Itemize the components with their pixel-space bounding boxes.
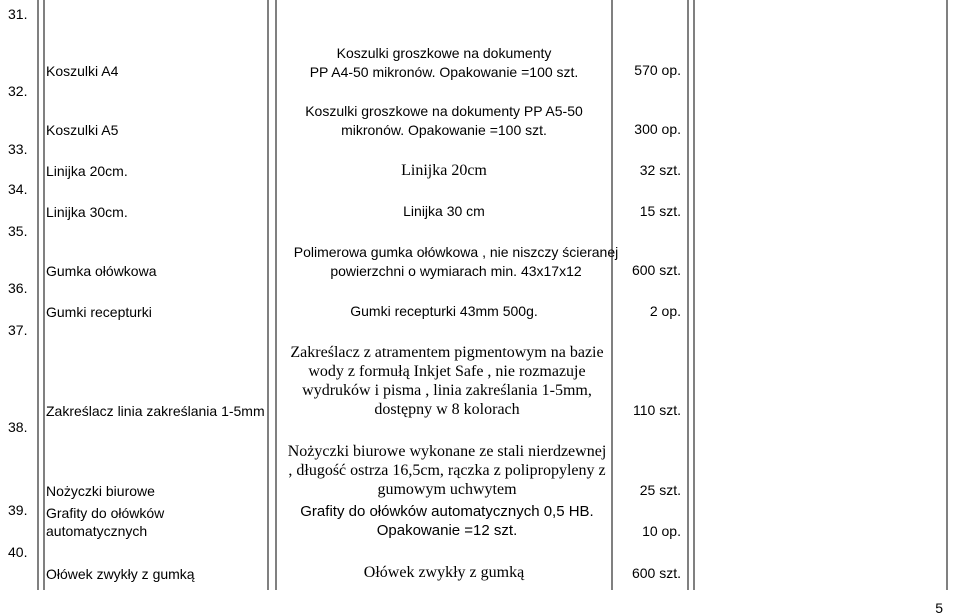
row-number: 38. — [8, 419, 28, 435]
item-quantity: 600 szt. — [631, 565, 681, 581]
item-quantity: 570 op. — [634, 62, 681, 78]
item-description: Grafity do ołówków automatycznych 0,5 HB. Opakowanie =12 szt. — [300, 503, 594, 539]
item-description: Linijka 20cm — [401, 162, 487, 179]
item-name: Linijka 30cm. — [46, 204, 128, 220]
item-name: Koszulki A5 — [46, 122, 119, 138]
item-description: Gumki recepturki 43mm 500g. — [350, 303, 538, 319]
item-description: Koszulki groszkowe na dokumenty PP A4-50 mikronów. Opakowanie =100 szt. — [309, 45, 579, 80]
row-number: 31. — [8, 6, 28, 22]
item-description: Polimerowa gumka ołówkowa , nie niszczy ścieranej powierzchni o wymiarach min. 43x17x12 — [293, 244, 619, 279]
item-quantity: 300 op. — [634, 121, 681, 137]
row-number: 35. — [8, 223, 28, 239]
page-number: 5 — [935, 600, 943, 616]
item-quantity: 25 szt. — [639, 482, 681, 498]
row-number: 32. — [8, 83, 28, 99]
item-quantity: 15 szt. — [639, 203, 681, 219]
item-name: Gumki recepturki — [46, 304, 152, 320]
row-number: 40. — [8, 544, 28, 560]
row-number: 36. — [8, 280, 28, 296]
item-name: Koszulki A4 — [46, 63, 119, 79]
item-quantity: 2 op. — [649, 303, 681, 319]
item-name: Grafity do ołówków automatycznych — [46, 505, 165, 539]
item-quantity: 32 szt. — [639, 162, 681, 178]
row-number: 34. — [8, 181, 28, 197]
row-number: 33. — [8, 141, 28, 157]
row-number: 39. — [8, 502, 28, 518]
item-description: Linijka 30 cm — [403, 203, 485, 219]
item-name: Linijka 20cm. — [46, 163, 128, 179]
item-description: Nożyczki biurowe wykonane ze stali nierdzewnej , długość ostrza 16,5cm, rączka z polipropyleny z gumowym uchwytem — [287, 443, 607, 498]
item-description: Koszulki groszkowe na dokumenty PP A5-50 mikronów. Opakowanie =100 szt. — [305, 103, 583, 138]
item-name: Zakreślacz linia zakreślania 1-5mm — [46, 403, 265, 419]
item-name: Ołówek zwykły z gumką — [46, 566, 195, 582]
row-number: 37. — [8, 322, 28, 338]
item-description: Ołówek zwykły z gumką — [363, 564, 525, 581]
item-quantity: 600 szt. — [631, 262, 681, 278]
item-description: Zakreślacz z atramentem pigmentowym na bazie wody z formułą Inkjet Safe , nie rozmazuje wydruków i pisma , linia zakreślania 1-5mm, dostępny w 8 kolorach — [290, 344, 604, 418]
item-quantity: 110 szt. — [633, 402, 681, 418]
item-name: Gumka ołówkowa — [46, 263, 157, 279]
item-quantity: 10 op. — [642, 523, 681, 539]
item-name: Nożyczki biurowe — [46, 483, 155, 499]
